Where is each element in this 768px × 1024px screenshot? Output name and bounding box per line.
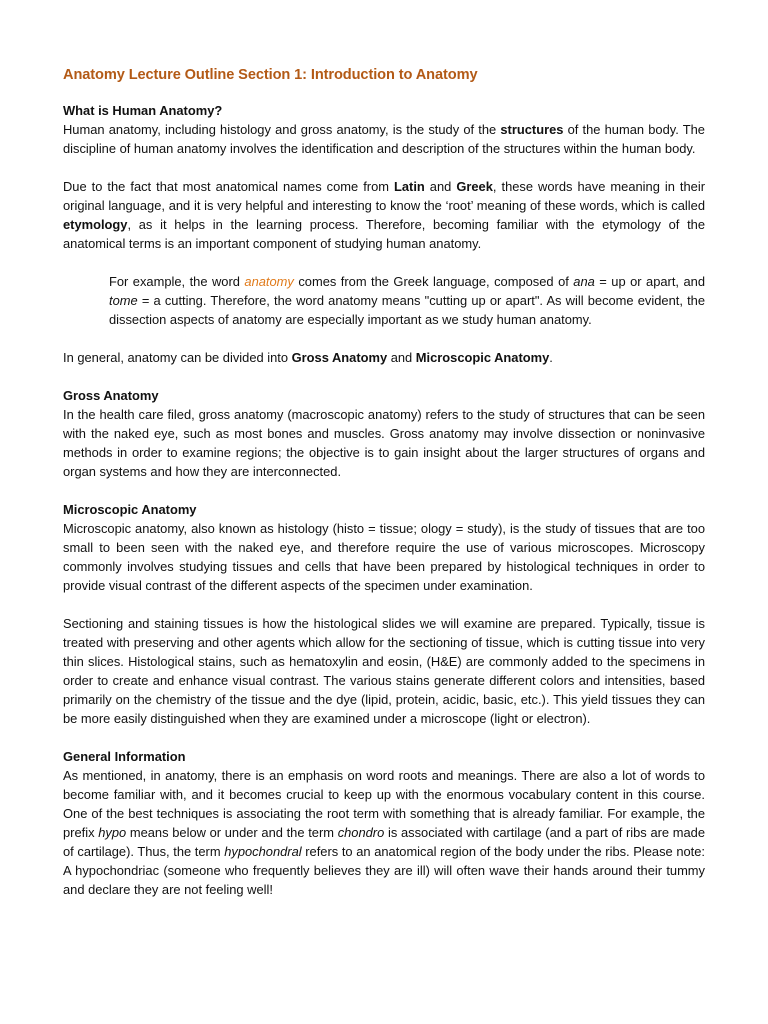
example-text-e: = up or apart, and bbox=[594, 274, 705, 289]
etymology-text-c: and bbox=[424, 179, 457, 194]
division-paragraph bbox=[63, 348, 705, 367]
division-text-a: In general, anatomy can be divided into bbox=[63, 350, 292, 365]
spacer bbox=[63, 367, 705, 386]
etymology-text-a: Due to the fact that most anatomical names come from bbox=[63, 179, 394, 194]
microscopic-anatomy-heading: Microscopic Anatomy bbox=[63, 502, 197, 517]
sectioning-paragraph: Sectioning and staining tissues is how the histological slides we will examine are prepared. Typically, tissue is treated with preserving and other agents which allow for the sectioning of tissue, which is cutting tissue into very thin slices. Histological stains, such as hematoxylin and eosin, (H&E) are commonly added to the specimens in order to create and enhance visual contrast. The various stains generate different colors and intensities, based primarily on the chemistry of the tissue and the dye (lipid, protein, acidic, basic, etc.). This yield tissues they can be more easily distinguished when they are examined under a microscope (light or electron). bbox=[63, 616, 705, 726]
spacer bbox=[63, 595, 705, 614]
general-chondro: chondro bbox=[337, 825, 385, 840]
etymology-text-g: , as it helps in the learning process. Therefore, becoming familiar with the etymology of the anatomical terms is an important component of studying human anatomy. bbox=[63, 217, 705, 251]
spacer bbox=[63, 329, 705, 348]
division-micro: Microscopic Anatomy bbox=[415, 350, 550, 365]
general-text-a: As mentioned, in anatomy, there is an emphasis on word roots and meanings. There are also a lot of words to become familiar with, and it becomes crucial to keep up with the enormous vocabulary content in this course. One of the best techniques is associating the root term with something that is already familiar. For example, the prefix bbox=[63, 768, 705, 840]
etymology-latin: Latin bbox=[394, 179, 425, 194]
etymology-text-e: , these words have meaning in their original language, and it is very helpful and interesting to know the ‘root’ meaning of these words, which is called bbox=[63, 179, 705, 213]
general-information-paragraph bbox=[63, 766, 705, 899]
example-ana: ana bbox=[573, 274, 595, 289]
what-is-structures: structures bbox=[500, 122, 564, 137]
what-is-heading: What is Human Anatomy? bbox=[63, 103, 223, 118]
spacer bbox=[63, 253, 705, 272]
general-text-c: means below or under and the term bbox=[126, 825, 338, 840]
what-is-text-c: of the human body. The discipline of human anatomy involves the identification and description of the structures within the human body. bbox=[63, 122, 705, 156]
general-hypo: hypo bbox=[98, 825, 127, 840]
document-title: Anatomy Lecture Outline Section 1: Introduction to Anatomy bbox=[63, 67, 478, 83]
etymology-greek: Greek bbox=[456, 179, 493, 194]
division-gross: Gross Anatomy bbox=[291, 350, 388, 365]
general-hypochondral: hypochondral bbox=[224, 844, 302, 859]
etymology-term: etymology bbox=[63, 217, 128, 232]
spacer bbox=[63, 481, 705, 500]
spacer bbox=[63, 728, 705, 747]
general-information-heading: General Information bbox=[63, 749, 186, 764]
example-text-a: For example, the word bbox=[109, 274, 245, 289]
what-is-text-a: Human anatomy, including histology and gross anatomy, is the study of the bbox=[63, 122, 501, 137]
example-text-g: = a cutting. Therefore, the word anatomy means "cutting up or apart". As will become evident, the dissection aspects of anatomy are especially important as we study human anatomy. bbox=[109, 293, 705, 327]
gross-anatomy-heading: Gross Anatomy bbox=[63, 388, 159, 403]
example-paragraph bbox=[63, 272, 705, 329]
example-tome: tome bbox=[109, 293, 138, 308]
etymology-paragraph bbox=[63, 177, 705, 253]
division-text-e: . bbox=[549, 350, 553, 365]
division-text-c: and bbox=[387, 350, 416, 365]
what-is-paragraph bbox=[63, 120, 705, 158]
microscopic-anatomy-paragraph: Microscopic anatomy, also known as histology (histo = tissue; ology = study), is the study of tissues that are too small to been seen with the naked eye, and therefore require the use of various microscopes. Microscopy commonly involves studying tissues and cells that have been prepared by histological techniques in order to provide visual contrast of the different aspects of the specimen under examination. bbox=[63, 521, 705, 593]
example-text-c: comes from the Greek language, composed of bbox=[293, 274, 574, 289]
gross-anatomy-paragraph: In the health care filed, gross anatomy (macroscopic anatomy) refers to the study of structures that can be seen with the naked eye, such as most bones and muscles. Gross anatomy may involve dissection or noninvasive methods in order to examine regions; the objective is to gain insight about the larger structures of organs and organ systems and how they are interconnected. bbox=[63, 407, 705, 479]
spacer bbox=[63, 158, 705, 177]
example-anatomy-word: anatomy bbox=[244, 274, 294, 289]
general-text-e: is associated with cartilage (and a part of ribs are made of cartilage). Thus, the term bbox=[63, 825, 706, 859]
general-text-g: refers to an anatomical region of the body under the ribs. Please note: A hypochondriac (someone who frequently believes they are ill) will often wave their hands around their tummy and declare they are not feeling well! bbox=[63, 844, 705, 897]
